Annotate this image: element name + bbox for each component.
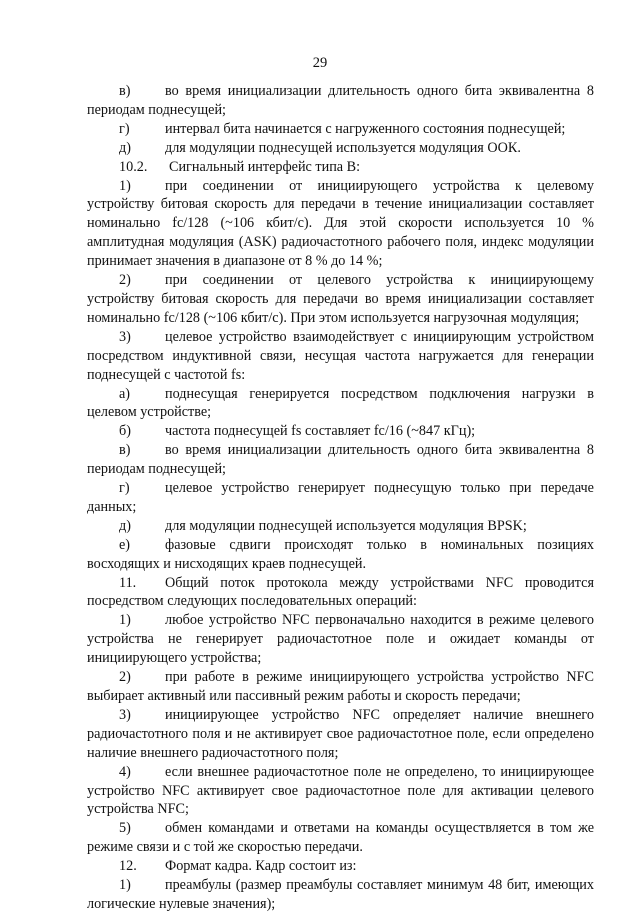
- paragraph: [87, 158, 594, 177]
- paragraph-text: во время инициализации длительность одного бита эквивалентна 8 периодам поднесущей;: [87, 442, 594, 478]
- paragraph-text: целевое устройство генерирует поднесущую только при передаче данных;: [87, 480, 594, 515]
- paragraph-marker: д): [119, 139, 131, 156]
- paragraph-marker: г): [119, 480, 130, 497]
- paragraph-text: Сигнальный интерфейс типа В:: [169, 158, 361, 175]
- paragraph-text: обмен командами и ответами на команды осуществляется в том же режиме связи и с той же скоростью передачи.: [87, 820, 594, 856]
- paragraph: [87, 385, 594, 423]
- paragraph-marker: 10.2.: [119, 158, 148, 175]
- paragraph: [87, 857, 594, 876]
- paragraph-text: интервал бита начинается с нагруженного состояния поднесущей;: [165, 120, 566, 137]
- paragraph: [87, 82, 594, 120]
- paragraph-marker: 2): [119, 272, 131, 289]
- paragraph-marker: 11.: [119, 574, 137, 591]
- paragraph: [87, 763, 594, 820]
- paragraph: [87, 328, 594, 385]
- paragraph-marker: г): [119, 120, 130, 137]
- paragraph-marker: 1): [119, 177, 131, 194]
- paragraph: [87, 479, 594, 517]
- paragraph-marker: 1): [119, 612, 131, 629]
- paragraph-marker: б): [119, 423, 131, 440]
- paragraph-text: Формат кадра. Кадр состоит из:: [165, 858, 357, 875]
- paragraph-text: для модуляции поднесущей используется модуляция ООК.: [165, 139, 521, 156]
- paragraph: [87, 876, 594, 914]
- paragraph: [87, 422, 594, 441]
- paragraph: [87, 177, 594, 272]
- paragraph-text: поднесущая генерируется посредством подключения нагрузки в целевом устройстве;: [87, 385, 594, 421]
- paragraph: [87, 271, 594, 328]
- paragraph-text: для модуляции поднесущей используется модуляция BPSK;: [165, 517, 527, 534]
- paragraph-marker: е): [119, 536, 131, 553]
- paragraph: [87, 819, 594, 857]
- paragraph-text: фазовые сдвиги происходят только в номинальных позициях восходящих и нисходящих краев поднесущей.: [87, 536, 594, 572]
- paragraph-text: при соединении от целевого устройства к инициирующему устройству битовая скорость для передачи во время инициализации составляет номинально fc/128 (~106 кбит/с). При этом используется нагрузочная модуляция;: [87, 272, 594, 326]
- paragraph: [87, 536, 594, 574]
- paragraph: [87, 706, 594, 763]
- paragraph-marker: д): [119, 517, 131, 534]
- paragraph-text: целевое устройство взаимодействует с инициирующим устройством посредством индуктивной связи, несущая частота нагружается для генерации поднесущей с частотой fs:: [87, 328, 594, 383]
- paragraph-text: при работе в режиме инициирующего устройства устройство NFC выбирает активный или пассивный режим работы и скорость передачи;: [87, 669, 594, 704]
- paragraph-text: любое устройство NFC первоначально находится в режиме целевого устройства не генерирует радиочастотное поле и ожидает команды от инициирующего устройства;: [87, 612, 594, 667]
- paragraph-marker: а): [119, 385, 131, 402]
- paragraph: [87, 517, 594, 536]
- paragraph: [87, 441, 594, 479]
- paragraph-marker: 3): [119, 706, 131, 723]
- body-text: [87, 82, 594, 914]
- paragraph-text: если внешнее радиочастотное поле не определено, то инициирующее устройство NFC активирует свое радиочастотное поле для активации целевого устройства NFC;: [87, 763, 594, 818]
- paragraph-text: преамбулы (размер преамбулы составляет минимум 48 бит, имеющих логические нулевые значения);: [87, 877, 594, 912]
- paragraph-marker: 1): [119, 877, 131, 894]
- paragraph: [87, 120, 594, 139]
- paragraph-marker: в): [119, 83, 131, 99]
- paragraph: [87, 574, 594, 612]
- paragraph-text: при соединении от инициирующего устройства к целевому устройству битовая скорость для передачи в течение инициализации составляет номинально fc/128 (~106 кбит/с). Для этой скорости используется 10 % амплитудная модуляция (ASK) радиочастотного рабочего поля, индекс модуляции принимает значения в диапазоне от 8 % до 14 %;: [87, 177, 594, 270]
- paragraph: [87, 611, 594, 668]
- paragraph-marker: 3): [119, 328, 131, 345]
- paragraph-marker: 12.: [119, 858, 137, 875]
- paragraph-text: во время инициализации длительность одного бита эквивалентна 8 периодам поднесущей;: [87, 83, 594, 118]
- paragraph-marker: 5): [119, 820, 131, 837]
- paragraph: [87, 139, 594, 158]
- paragraph-text: Общий поток протокола между устройствами NFC проводится посредством следующих последовательных операций:: [87, 574, 594, 610]
- page-number: 29: [312, 55, 328, 71]
- paragraph-text: частота поднесущей fs составляет fc/16 (~847 кГц);: [165, 423, 476, 440]
- paragraph-text: инициирующее устройство NFC определяет наличие внешнего радиочастотного поля и не активирует свое радиочастотное поле, если определено наличие внешнего радиочастотного поля;: [87, 706, 594, 761]
- paragraph: [87, 668, 594, 706]
- paragraph-marker: 4): [119, 763, 131, 780]
- paragraph-marker: в): [119, 442, 131, 459]
- paragraph-marker: 2): [119, 669, 131, 686]
